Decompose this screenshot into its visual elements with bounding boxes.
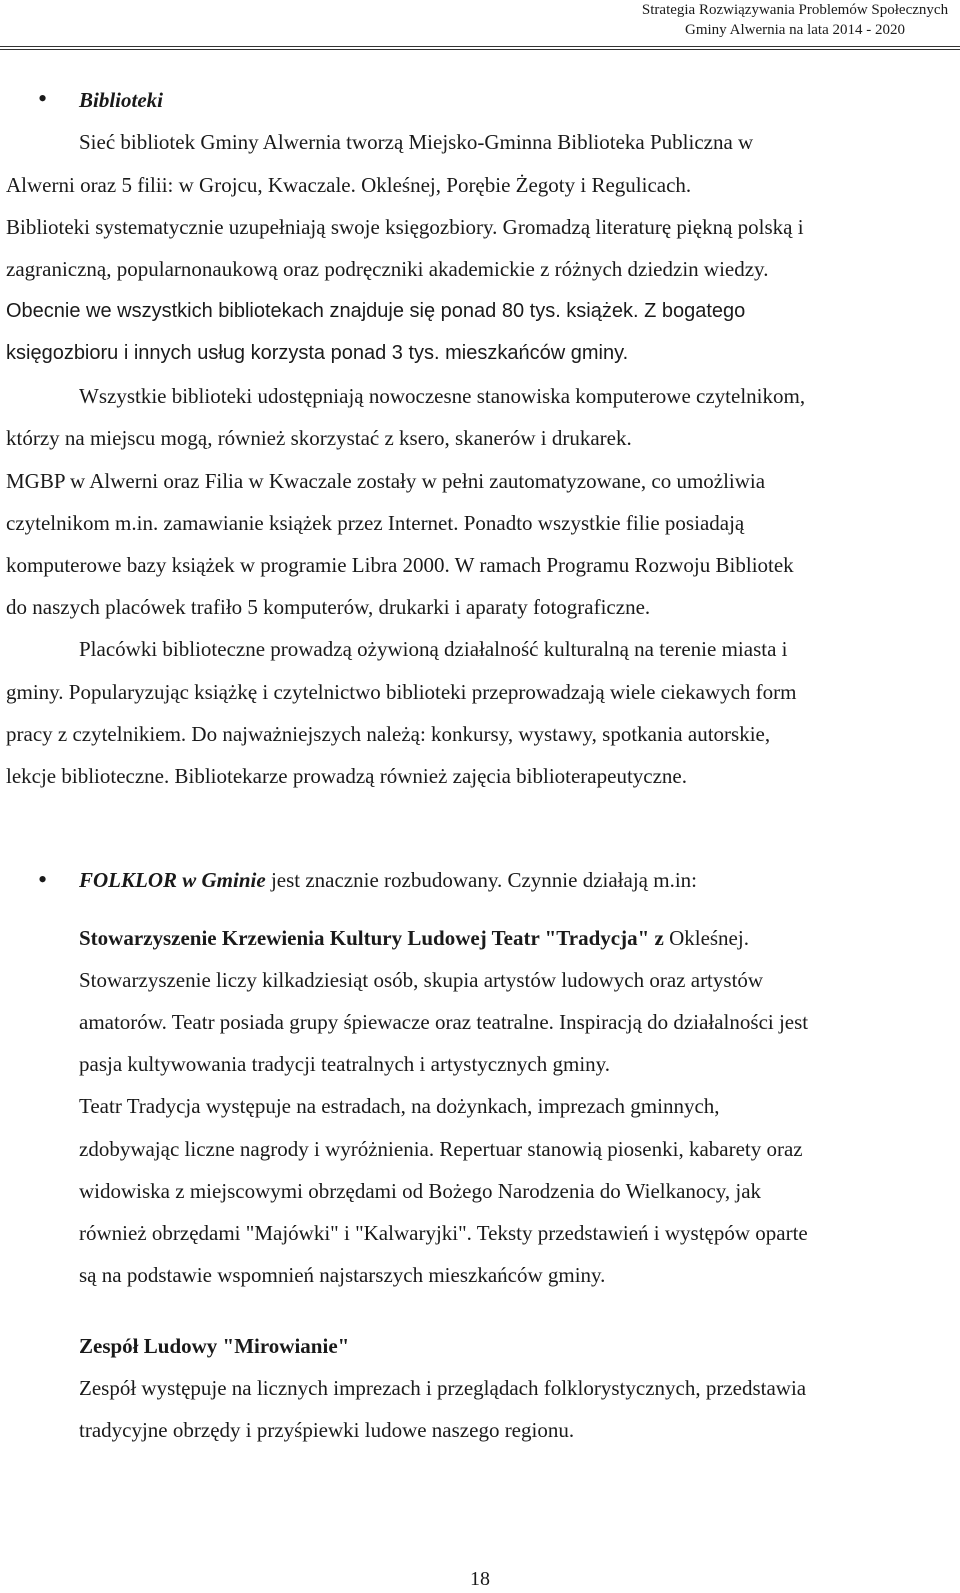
bullet-biblioteki: •: [38, 84, 48, 113]
text-line: Zespół występuje na licznych imprezach i przeglądach folklorystycznych, przedstawia: [79, 1376, 807, 1400]
text-line: pasja kultywowania tradycji teatralnych i artystycznych gminy.: [79, 1052, 611, 1076]
text-line: komputerowe bazy książek w programie Libra 2000. W ramach Programu Rozwoju Bibliotek: [6, 553, 794, 577]
org-heading-mirowianie: Zespół Ludowy "Mirowianie": [79, 1334, 350, 1358]
text-line: Sieć bibliotek Gminy Alwernia tworzą Miejsko-Gminna Biblioteka Publiczna w: [79, 130, 754, 154]
text-line: widowiska z miejscowymi obrzędami od Bożego Narodzenia do Wielkanocy, jak: [79, 1179, 762, 1203]
text-line: tradycyjne obrzędy i przyśpiewki ludowe naszego regionu.: [79, 1418, 575, 1442]
text-line: gminy. Popularyzując książkę i czytelnictwo biblioteki przeprowadzają wiele ciekawych form: [6, 680, 797, 704]
text-line: również obrzędami "Majówki" i "Kalwaryjki". Teksty przedstawień i występów oparte: [79, 1221, 808, 1245]
section-heading-biblioteki: Biblioteki: [79, 88, 163, 112]
text-line: do naszych placówek trafiło 5 komputerów, drukarki i aparaty fotograficzne.: [6, 595, 651, 619]
folklor-heading-bold: FOLKLOR w Gminie: [79, 868, 266, 892]
text-line: są na podstawie wspomnień najstarszych mieszkańców gminy.: [79, 1263, 606, 1287]
header-line-1: Strategia Rozwiązywania Problemów Społecznych: [641, 2, 949, 18]
running-header: [630, 0, 960, 40]
text-line: Alwerni oraz 5 filii: w Grojcu, Kwaczale. Okleśnej, Porębie Żegoty i Regulicach.: [6, 173, 692, 197]
page-number: 18: [470, 1568, 490, 1590]
text-line: pracy z czytelnikiem. Do najważniejszych należą: konkursy, wystawy, spotkania autorskie,: [6, 722, 771, 746]
header-rule-bottom: [0, 49, 960, 50]
text-line: Wszystkie biblioteki udostępniają nowoczesne stanowiska komputerowe czytelnikom,: [79, 384, 806, 408]
header-rule-top: [0, 46, 960, 47]
org-name-teatr: Stowarzyszenie Krzewienia Kultury Ludowej Teatr "Tradycja" z: [79, 926, 664, 950]
org-location-teatr: Okleśnej.: [663, 926, 749, 950]
bullet-folklor: •: [38, 865, 48, 894]
text-line: Biblioteki systematycznie uzupełniają swoje księgozbiory. Gromadzą literaturę piękną polską i: [6, 215, 804, 239]
text-line: zdobywając liczne nagrody i wyróżnienia. Repertuar stanowią piosenki, kabarety oraz: [79, 1137, 803, 1161]
text-line: czytelnikom m.in. zamawianie książek przez Internet. Ponadto wszystkie filie posiadają: [6, 511, 745, 535]
section-heading-folklor: [79, 868, 697, 892]
text-line: Teatr Tradycja występuje na estradach, na dożynkach, imprezach gminnych,: [79, 1094, 720, 1118]
text-line: księgozbioru i innych usług korzysta ponad 3 tys. mieszkańców gminy.: [6, 342, 629, 364]
text-line: MGBP w Alwerni oraz Filia w Kwaczale zostały w pełni zautomatyzowane, co umożliwia: [6, 469, 766, 493]
text-line: zagraniczną, popularnonaukową oraz podręczniki akademickie z różnych dziedzin wiedzy.: [6, 257, 769, 281]
text-line: Obecnie we wszystkich bibliotekach znajduje się ponad 80 tys. książek. Z bogatego: [6, 300, 746, 322]
text-line: którzy na miejscu mogą, również skorzystać z ksero, skanerów i drukarek.: [6, 426, 632, 450]
text-line: lekcje biblioteczne. Bibliotekarze prowadzą również zajęcia biblioterapeutyczne.: [6, 764, 687, 788]
header-line-2: Gminy Alwernia na lata 2014 - 2020: [685, 22, 905, 38]
org-heading-teatr: [79, 926, 749, 950]
text-line: amatorów. Teatr posiada grupy śpiewacze oraz teatralne. Inspiracją do działalności jest: [79, 1010, 809, 1034]
text-line: Placówki biblioteczne prowadzą ożywioną działalność kulturalną na terenie miasta i: [79, 637, 788, 661]
folklor-heading-rest: jest znacznie rozbudowany. Czynnie działają m.in:: [265, 868, 697, 892]
text-line: Stowarzyszenie liczy kilkadziesiąt osób, skupia artystów ludowych oraz artystów: [79, 968, 764, 992]
